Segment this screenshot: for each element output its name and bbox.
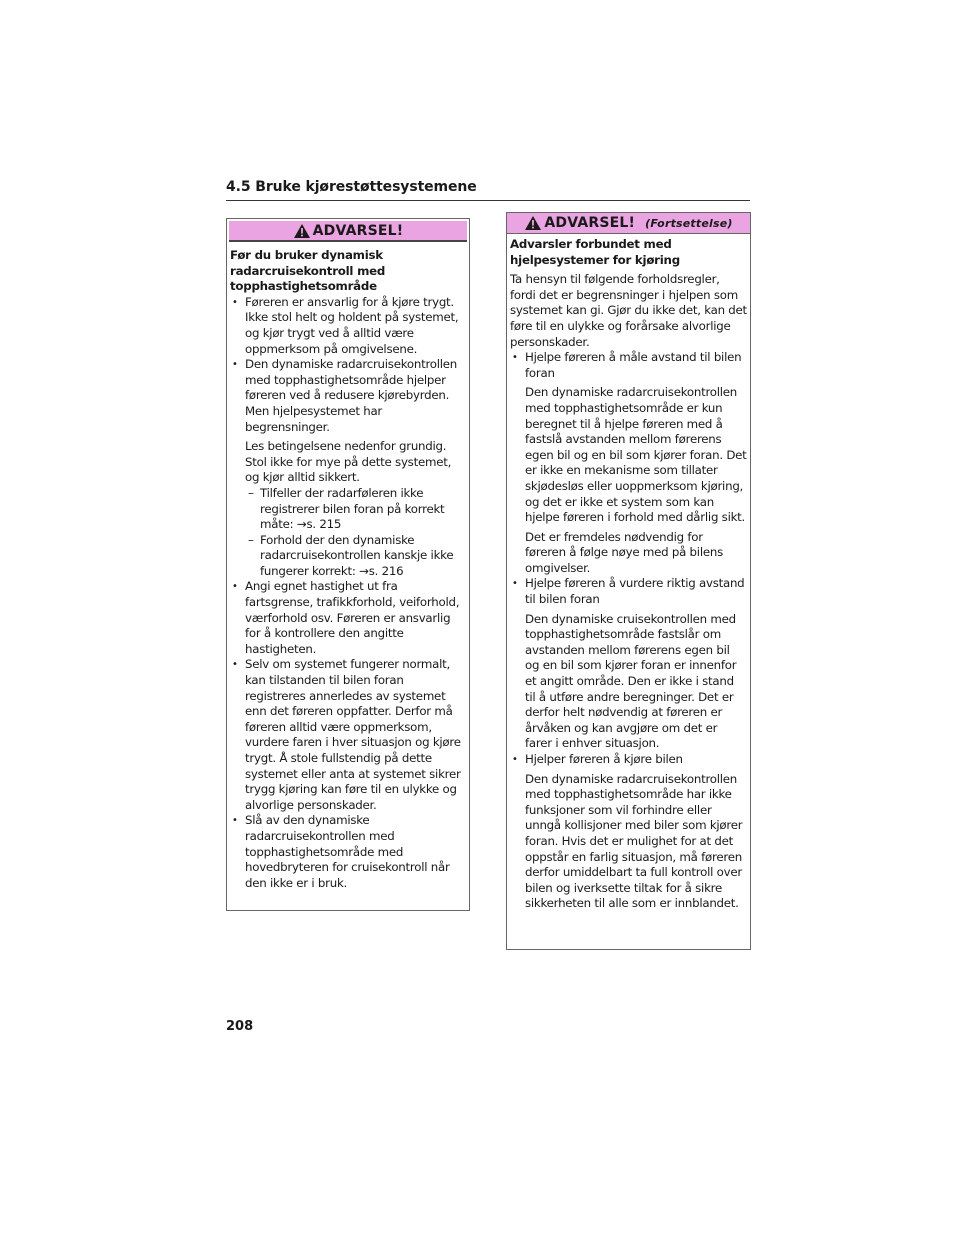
list-item: • Føreren er ansvarlig for å kjøre trygt. Ikke stol helt og holdent på systemet, og kjør trygt ved å alltid være oppmerksom på omgivelsene. <box>230 295 466 357</box>
paragraph: Den dynamiske radarcruisekontrollen med topphastighetsområde er kun beregnet til å hjelpe føreren med å fastslå avstanden mellom førerens egen bil og en bil som kjører foran. Det er ikke en mekanisme som tillater skjødesløs eller uoppmerksom kjøring, og det er ikke et system som kan hjelpe føreren i forhold med dårlig sikt. <box>525 385 747 525</box>
section-header <box>226 178 750 201</box>
bullet-list <box>510 752 747 768</box>
list-item: • Den dynamiske radarcruisekontrollen med topphastighetsområde hjelper føreren ved å redusere kjørebyrden. Men hjelpesystemet har begrensninger. <box>230 357 466 435</box>
bullet-list <box>230 295 466 435</box>
list-item: • Hjelpe føreren å måle avstand til bilen foran <box>510 350 747 381</box>
continuation-label: (Fortsettelse) <box>645 216 733 230</box>
warning-heading: Advarsler forbundet med hjelpesystemer for kjøring <box>510 237 680 267</box>
warning-triangle-icon <box>293 223 311 239</box>
warning-box-right <box>506 212 751 950</box>
warning-triangle-icon <box>524 215 542 231</box>
bullet-list <box>230 579 466 891</box>
list-item: • Hjelper føreren å kjøre bilen <box>510 752 747 768</box>
paragraph: Den dynamiske radarcruisekontrollen med topphastighetsområde har ikke funksjoner som vil forhindre eller unngå kollisjoner med biler som kjører foran. Hvis det er mulighet for at det oppstår en farlig situasjon, må føreren derfor umiddelbart ta full kontroll over bilen og iverksette tiltak for å sikre sikkerheten til alle som er innblandet. <box>525 771 743 911</box>
paragraph: Det er fremdeles nødvendig for føreren å følge nøye med på bilens omgivelser. <box>525 529 723 575</box>
warning-banner-label: ADVARSEL! <box>544 215 636 231</box>
warning-banner-label: ADVARSEL! <box>312 222 404 239</box>
intro-paragraph: Ta hensyn til følgende forholdsregler, fordi det er begrensninger i hjelpen som systemet kan gi. Gjør du ikke det, kan det føre til en ulykke og forårsake alvorlige personskader. <box>510 272 747 349</box>
list-item: • Angi egnet hastighet ut fra fartsgrense, trafikkforhold, veiforhold, værforhold osv. Føreren er ansvarlig for å kontrollere den angitte hastigheten. <box>230 579 466 657</box>
list-item: • Hjelpe føreren å vurdere riktig avstand til bilen foran <box>510 576 747 607</box>
dash-list <box>230 486 466 580</box>
page-number: 208 <box>226 1019 254 1034</box>
list-item: • Slå av den dynamiske radarcruisekontrollen med topphastighetsområde med hovedbryteren for cruisekontroll når den ikke er i bruk. <box>230 813 466 891</box>
warning-banner <box>229 221 467 242</box>
warning-content <box>507 234 750 912</box>
paragraph: Den dynamiske cruisekontrollen med topphastighetsområde fastslår om avstanden mellom førerens egen bil og en bil som kjører foran er innenfor et angitt område. Den er ikke i stand til å utføre andre beregninger. Det er derfor helt nødvendig at føreren er årvåken og kan avgjøre om det er farer i enhver situasjon. <box>525 611 737 751</box>
bullet-list <box>510 576 747 607</box>
paragraph: Les betingelsene nedenfor grundig. Stol ikke for mye på dette systemet, og kjør alltid sikkert. <box>245 439 452 485</box>
warning-box-left <box>226 218 470 911</box>
warning-banner <box>507 213 750 234</box>
list-item: • Selv om systemet fungerer normalt, kan tilstanden til bilen foran registreres annerledes av systemet enn det føreren oppfatter. Derfor må føreren alltid være oppmerksom, vurdere faren i hver situasjon og kjøre trygt. Å stole fullstendig på dette systemet eller anta at systemet sikrer trygg kjøring kan føre til en ulykke og alvorlige personskader. <box>230 657 466 813</box>
dash-item: – Tilfeller der radarføleren ikke registrerer bilen foran på korrekt måte: →s. 215 <box>245 486 466 533</box>
warning-heading: Før du bruker dynamisk radarcruisekontroll med topphastighetsområde <box>230 248 386 294</box>
section-title: 4.5 Bruke kjørestøttesystemene <box>226 179 477 195</box>
dash-item: – Forhold der den dynamiske radarcruisekontrollen kanskje ikke fungerer korrekt: →s. 216 <box>245 533 466 580</box>
bullet-list <box>510 350 747 381</box>
warning-content <box>227 242 469 891</box>
